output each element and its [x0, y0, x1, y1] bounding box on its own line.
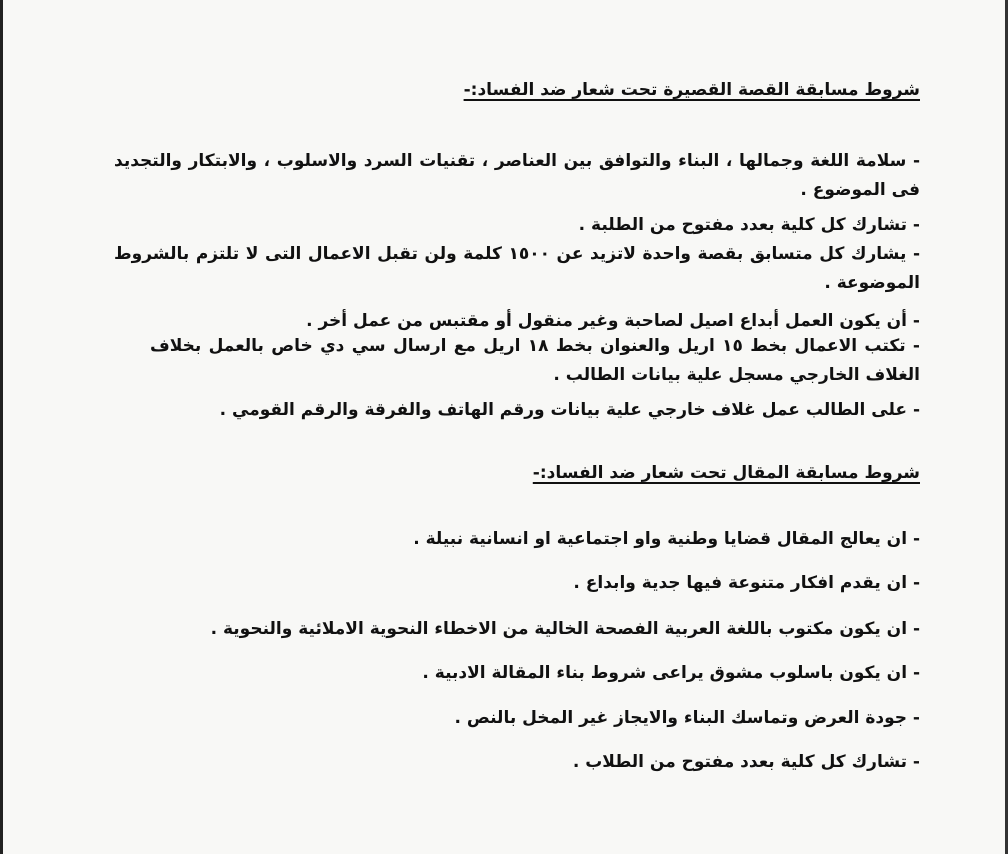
short-story-item-2: - تشارك كل كلية بعدد مفتوح من الطلبة .	[578, 215, 920, 235]
short-story-item-4: - أن يكون العمل أبداع اصيل لصاحبة وغير منقول أو مقتبس من عمل أخر .	[306, 311, 920, 331]
short-story-item-3: - يشارك كل متسابق بقصة واحدة لاتزيد عن ١٥٠٠ كلمة ولن تقبل الاعمال التى لا تلتزم بالشروط الموضوعة .	[114, 244, 920, 293]
short-story-item-6: - على الطالب عمل غلاف خارجي علية بيانات ورقم الهاتف والفرقة والرقم القومي .	[219, 400, 920, 420]
article-item-5: - جودة العرض وتماسك البناء والايجاز غير المخل بالنص .	[454, 708, 920, 728]
article-item-6: - تشارك كل كلية بعدد مفتوح من الطلاب .	[572, 752, 920, 772]
article-item-4: - ان يكون باسلوب مشوق يراعى شروط بناء المقالة الادبية .	[422, 663, 920, 683]
article-item-2: - ان يقدم افكار متنوعة فيها جدية وابداع .	[573, 573, 920, 593]
article-item-3: - ان يكون مكتوب باللغة العربية الفصحة الخالية من الاخطاء النحوية الاملائية والنحوية .	[210, 619, 920, 639]
short-story-heading: شروط مسابقة القصة القصيرة تحت شعار ضد الفساد:-	[463, 80, 920, 100]
page-left-edge	[0, 0, 3, 854]
article-heading: شروط مسابقة المقال تحت شعار ضد الفساد:-	[532, 463, 920, 483]
short-story-item-5: - تكتب الاعمال بخط ١٥ اريل والعنوان بخط ١٨ اريل مع ارسال سي دي خاص بالعمل بخلاف الغلاف الخارجي مسجل علية بيانات الطالب .	[150, 336, 920, 385]
article-item-1: - ان يعالج المقال قضايا وطنية واو اجتماعية او انسانية نبيلة .	[413, 529, 920, 549]
short-story-item-1: - سلامة اللغة وجمالها ، البناء والتوافق بين العناصر ، تقنيات السرد والاسلوب ، والابتكار والتجديد فى الموضوع .	[114, 151, 920, 200]
